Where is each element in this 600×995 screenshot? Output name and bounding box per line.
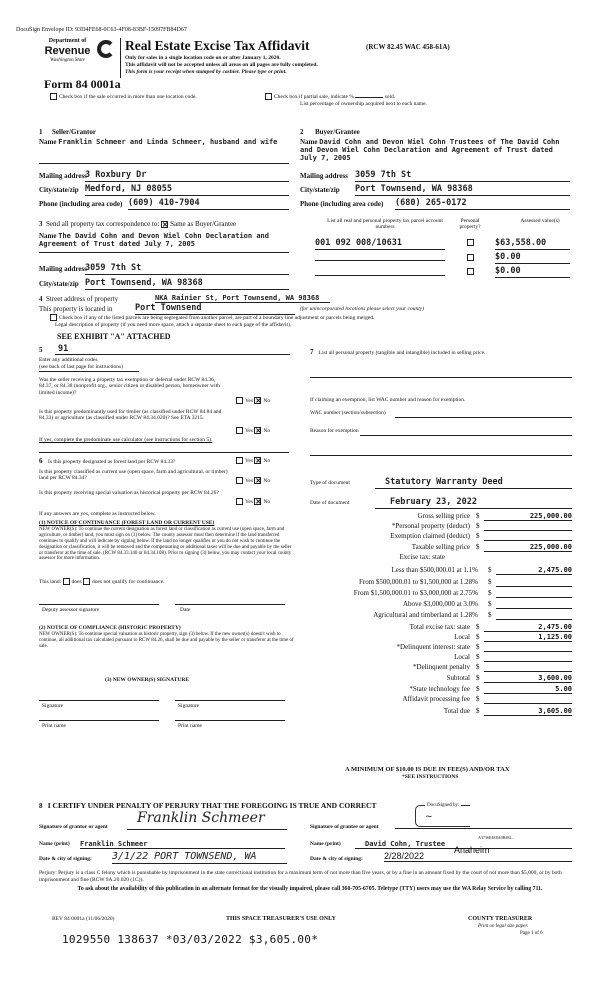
segregated-label: Check box if any of the listed parcels are being segregated from another parcel, are part of a boundary line adjustment or parcels being merged. xyxy=(59,314,375,321)
seller-city-state-zip[interactable]: Medford, NJ 08055 xyxy=(85,185,289,196)
calc-label-5: Less than $500,000.01 at 1.1% xyxy=(391,566,478,574)
form-number: Form 84 0001a xyxy=(44,77,121,91)
calc-dollar-5: $ xyxy=(488,566,492,574)
s7-num: 7 xyxy=(310,348,314,356)
partial-sale-sold: sold. xyxy=(384,93,396,100)
dept-logo xyxy=(40,38,95,63)
deputy-signature-label: Deputy assessor signature xyxy=(42,607,100,613)
treasurer-stamp: 1029550 138637 *03/03/2022 $3,605.00* xyxy=(62,933,319,946)
exemption-instruction: If claiming an exemption, list WAC number and reason for exemption. xyxy=(310,397,466,403)
s1-name-label: Name xyxy=(39,138,57,146)
calc-label-2: Exemption claimed (deduct) xyxy=(390,532,470,540)
calc-label-1: *Personal property (deduct) xyxy=(391,522,470,530)
calc-label-8: Above $3,000,000 at 3.0% xyxy=(402,600,478,608)
does-not-label: does not qualify for continuance. xyxy=(92,578,165,585)
calc-value-18[interactable]: 3,605.00 xyxy=(538,707,572,715)
calc-dollar-6: $ xyxy=(488,578,492,586)
new-owner-sig-label-2: Signature xyxy=(178,703,200,709)
grantee-date: 2/28/2022 xyxy=(384,851,425,861)
buyer-phone[interactable]: (680) 265-0172 xyxy=(395,199,570,210)
property-location[interactable]: Port Townsend xyxy=(135,304,295,315)
legal-description-label: Legal description of property (if you need more space, attach a separate sheet to each page of the affidavit). xyxy=(55,322,292,328)
calc-value-10[interactable]: 2,475.00 xyxy=(538,623,572,631)
s5-num: 5 xyxy=(39,346,43,354)
calc-dollar-7: $ xyxy=(488,589,492,597)
grantor-name[interactable]: Franklin Schmeer xyxy=(80,840,285,849)
personal-property-label: List all personal property (tangible and intangible) included in selling price. xyxy=(318,350,486,356)
availability-notice: To ask about the availability of this publication in an alternate format for the visually impaired, please call 360-705-6705. Teletype (TTY) users may use the WA Relay Service by calling 711. xyxy=(77,886,543,892)
calc-dollar-2: $ xyxy=(476,532,480,540)
personal-property-checkbox-3[interactable] xyxy=(467,268,474,275)
calc-label-7: From $1,500,000.01 to $3,000,000 at 2.75% xyxy=(353,589,478,597)
doc-type[interactable]: Statutory Warranty Deed xyxy=(375,478,572,489)
additional-codes-label: Enter any additional codes xyxy=(39,357,98,363)
calc-dollar-9: $ xyxy=(488,611,492,619)
calc-label-6: From $500,000.01 to $1,500,000 at 1.28% xyxy=(359,578,478,586)
calc-dollar-12: $ xyxy=(476,643,480,651)
calc-dollar-13: $ xyxy=(476,653,480,661)
reason-label: Reason for exemption xyxy=(310,428,359,434)
multi-location-checkbox[interactable] xyxy=(50,93,57,100)
this-land-label: This land: xyxy=(39,578,62,585)
calc-label-18: Total due xyxy=(443,707,470,715)
new-owner-print-label-2: Print name xyxy=(178,723,202,729)
doc-type-label: Type of document xyxy=(310,480,350,486)
buyer-name[interactable]: David Cohn and Devon Wiel Cohn Trustees of The David Cohn and Devon Wiel Cohn Declaration and Agreement of Trust dated July 7, 2005 xyxy=(300,138,560,163)
yes-label: Yes xyxy=(245,427,254,434)
partial-sale-checkbox[interactable] xyxy=(265,93,272,100)
minimum-due-note: A MINIMUM OF $10.00 IS DUE IN FEE(S) AND/OR TAX xyxy=(345,766,510,773)
notice-compliance-header: (2) NOTICE OF COMPLIANCE (HISTORIC PROPERTY) xyxy=(39,625,181,631)
property-street-address[interactable]: NKA Rainier St, Port Townsend, WA 98368 xyxy=(155,294,330,303)
calc-dollar-18: $ xyxy=(476,707,480,715)
s2-name-label: Name xyxy=(300,138,318,146)
s2-header: Buyer/Grantee xyxy=(315,128,360,136)
s1-phone-label: Phone (including area code) xyxy=(39,200,123,208)
grantee-city: Anaheim xyxy=(454,845,490,855)
q-forest-no[interactable]: ✕ xyxy=(255,457,262,465)
parcel-header: List all real and personal property tax parcel account numbers xyxy=(327,218,443,231)
q-predominate: If yes, complete the predominate use calculator (see instructions for section 5). xyxy=(39,437,213,443)
assessed-value-1[interactable]: $63,558.00 xyxy=(495,239,570,250)
doc-date[interactable]: February 23, 2022 xyxy=(375,498,572,509)
seller-phone[interactable]: (609) 410-7904 xyxy=(128,199,289,210)
s2-city-label: City/state/zip xyxy=(300,186,340,194)
q-current-use-no[interactable]: ✕ xyxy=(255,477,262,485)
q-forest-yes[interactable] xyxy=(236,457,243,464)
s3-name-label: Name xyxy=(39,232,57,240)
new-owner-print-label-1: Print name xyxy=(42,723,66,729)
partial-sale-label: Check box if partial sale, indicate % xyxy=(274,93,354,100)
s2-mail-label: Mailing address xyxy=(300,172,348,180)
grantee-date-label: Date & city of signing: xyxy=(310,856,363,862)
s1-mail-label: Mailing address xyxy=(39,172,87,180)
use-code[interactable]: 91 xyxy=(58,344,69,354)
calc-label-3: Taxable selling price xyxy=(411,543,470,551)
notice-continuance-header: (1) NOTICE OF CONTINUANCE (FOREST LAND OR CURRENT USE) xyxy=(39,520,215,526)
ownership-note: List percentage of ownership acquired next to each name. xyxy=(300,101,427,107)
dept-line1: Department of xyxy=(48,38,87,44)
calc-dollar-14: $ xyxy=(476,663,480,671)
q-current-use: Is this property classified as current use (open space, farm and agricultural, or timber) land per RCW 84.34? xyxy=(39,469,228,482)
buyer-city-state-zip[interactable]: Port Townsend, WA 98368 xyxy=(355,185,570,196)
grantor-signature[interactable]: Franklin Schmeer xyxy=(127,810,287,830)
q-forest: Is this property designated as forest land per RCW 84.33? xyxy=(48,459,176,465)
calc-value-15[interactable]: 3,600.00 xyxy=(538,674,572,682)
s4-num: 4 xyxy=(39,295,43,303)
personal-property-header: Personal property? xyxy=(459,218,481,231)
see-back-label: (see back of last page for instructions) xyxy=(39,364,123,370)
new-owner-sig-label-1: Signature xyxy=(42,703,64,709)
s6-num: 6 xyxy=(39,457,43,465)
grantor-date-city[interactable]: 3/1/22 PORT TOWNSEND, WA xyxy=(112,851,287,864)
new-owner-signature-header: (3) NEW OWNER(S) SIGNATURE xyxy=(105,677,189,683)
does-label: does xyxy=(71,578,82,585)
note-3: This form is your receipt when stamped by cashier. Please type or print. xyxy=(125,69,287,75)
calc-dollar-8: $ xyxy=(488,600,492,608)
calc-label-13: Local xyxy=(454,653,470,661)
envelope-id: DocuSign Envelope ID: 93D4FE68-0C63-4F08-83BF-15097FB84D67 xyxy=(16,27,187,33)
grantor-sig-label: Signature of grantor or agent xyxy=(39,824,108,830)
calc-label-0: Gross selling price xyxy=(417,512,470,520)
notice-continuance-text: NEW OWNER(S): To continue the current designation as forest land or classification as current use (open space, farm and agriculture, or timber) land, you must sign on (3) below. The county assessor must then determine if the land transferred continues to qualify and will indicate by signing below. If the land no longer qualifies or you do not wish to continue the designation or classification, it will be removed and the compensating or additional taxes will be due and payable by the seller or transferor at the time of sale. (RCW 84.33.140 or 84.34.108). Prior to signing (3) below, you may contact your local county assessor for more information. xyxy=(39,527,292,562)
calc-value-16[interactable]: 5.00 xyxy=(555,685,572,693)
calc-label-15: Subtotal xyxy=(446,674,470,682)
parcel-number-1[interactable]: 001 092 008/10631 xyxy=(315,239,445,250)
q-current-use-yes[interactable] xyxy=(236,477,243,484)
s1-header: Seller/Grantor xyxy=(52,128,96,136)
grantee-sig-label: Signature of grantee or agent xyxy=(310,824,379,830)
legal-description[interactable]: SEE EXHIBIT "A" ATTACHED xyxy=(57,332,171,341)
grantee-date-city[interactable] xyxy=(384,845,572,862)
calc-value-3[interactable]: 225,000.00 xyxy=(529,543,572,551)
note-2: This affidavit will not be accepted unless all areas on all pages are fully completed. xyxy=(125,62,318,68)
s4-loc-label: This property is located in xyxy=(39,305,113,313)
q-historic-no[interactable]: ✕ xyxy=(255,498,262,506)
s1-city-label: City/state/zip xyxy=(39,186,79,194)
q-historic-yes[interactable] xyxy=(236,498,243,505)
see-instructions: *SEE INSTRUCTIONS xyxy=(402,774,459,780)
notice-compliance-text: NEW OWNER(S): To continue special valuation as historic property, sign (3) below. If the new owner(s) doesn't wish to continue, all additional tax calculated pursuant to RCW 84.26, shall be due and payable by the seller or transferor at the time of sale. xyxy=(39,632,294,649)
q-timber: Is this property predominantly used for timber (as classified under RCW 84.84 and 84.33) or agriculture (as classified under RCW 84.34.020)? See ETA 3215. xyxy=(39,409,222,422)
segregated-checkbox[interactable] xyxy=(50,314,57,321)
grantee-name[interactable]: David Cohn, Trustee xyxy=(355,840,572,849)
assessed-value-3[interactable]: $0.00 xyxy=(495,267,570,278)
same-as-buyer-label: Same as Buyer/Grantee xyxy=(170,220,237,228)
s4-label: Street address of property xyxy=(46,295,119,303)
calc-dollar-15: $ xyxy=(476,674,480,682)
grantor-name-label: Name (print) xyxy=(39,841,70,847)
no-label: No xyxy=(263,397,271,404)
grantor-date-label: Date & city of signing: xyxy=(39,856,92,862)
q-timber-no[interactable]: ✕ xyxy=(255,427,262,435)
grantee-name-label: Name (print) xyxy=(310,841,341,847)
calc-label-17: Affidavit processing fee xyxy=(402,695,470,703)
calc-dollar-17: $ xyxy=(476,695,480,703)
correspondence-city[interactable]: Port Townsend, WA 98368 xyxy=(85,279,289,290)
docusign-label: DocuSigned by: xyxy=(427,803,460,808)
grantee-signature[interactable] xyxy=(395,803,572,829)
wac-number-label: WAC number (section/subsection) xyxy=(310,410,386,416)
certification-text: I CERTIFY UNDER PENALTY OF PERJURY THAT THE FOREGOING IS TRUE AND CORRECT xyxy=(47,801,377,810)
calc-label-9: Agricultural and timberland at 1.28% xyxy=(373,611,478,619)
does-checkbox[interactable] xyxy=(63,578,70,585)
personal-property-checkbox-2[interactable] xyxy=(467,254,474,261)
calc-label-16: *State technology fee xyxy=(409,685,470,693)
calc-value-5[interactable]: 2,475.00 xyxy=(538,566,572,574)
calc-value-11[interactable]: 1,125.00 xyxy=(538,633,572,641)
q-answers-yes: If any answers are yes, complete as instructed below. xyxy=(39,511,156,517)
s2-num: 2 xyxy=(300,128,304,136)
yes-label: Yes xyxy=(245,397,254,404)
form-title-ref: (RCW 82.45 WAC 458-61A) xyxy=(366,43,450,51)
yes-label: Yes xyxy=(245,498,254,505)
calc-label-12: *Delinquent interest: state xyxy=(396,643,470,651)
calc-label-14: *Delinquent penalty xyxy=(413,663,470,671)
correspondence-mailing[interactable]: 3059 7th St xyxy=(85,264,289,275)
s3-city-label: City/state/zip xyxy=(39,280,79,288)
same-as-buyer-checkbox[interactable]: ✕ xyxy=(162,220,168,229)
docusign-id: A3736E4E8A0B482... xyxy=(478,835,515,840)
buyer-mailing-address[interactable]: 3059 7th St xyxy=(355,171,570,182)
legal-paper-note: Print on legal size paper. xyxy=(478,924,529,929)
s8-num: 8 xyxy=(39,802,43,810)
does-not-checkbox[interactable] xyxy=(83,578,90,585)
s3-mail-label: Mailing address xyxy=(39,265,87,273)
personal-property-checkbox-1[interactable] xyxy=(467,239,474,246)
calc-label-10: Total excise tax: state xyxy=(409,623,470,631)
q-timber-yes[interactable] xyxy=(236,427,243,434)
deputy-date-label: Date xyxy=(180,607,191,613)
calc-dollar-3: $ xyxy=(476,543,480,551)
wa-logo-icon xyxy=(97,40,115,58)
calc-dollar-10: $ xyxy=(476,623,480,631)
correspondence-name[interactable]: The David Cohn and Devon Wiel Cohn Declaration and Agreement of Trust dated July 7, 2005 xyxy=(39,232,269,249)
s3-text: Send all property tax correspondence to: xyxy=(46,220,160,228)
multi-location-label: Check box if the sale occurred in more than one location code. xyxy=(59,93,197,100)
no-label: No xyxy=(263,477,271,484)
dept-line2: Revenue xyxy=(44,44,91,57)
calc-dollar-1: $ xyxy=(476,522,480,530)
docusign-scribble: ~ xyxy=(425,812,433,822)
calc-label-11: Local xyxy=(454,633,470,641)
seller-name[interactable]: Franklin Schmeer and Linda Schmeer, husband and wife xyxy=(58,138,278,146)
no-label: No xyxy=(263,427,271,434)
county-treasurer-label: COUNTY TREASURER xyxy=(468,916,533,922)
calc-value-0[interactable]: 225,000.00 xyxy=(529,512,572,520)
treasurer-space-label: THIS SPACE TREASURER'S USE ONLY xyxy=(226,916,336,922)
calc-label-4: Excise tax: state xyxy=(399,553,445,561)
q-exemption-no[interactable]: ✕ xyxy=(255,397,262,405)
assessed-value-2[interactable]: $0.00 xyxy=(495,253,570,264)
yes-label: Yes xyxy=(245,457,254,464)
calc-dollar-0: $ xyxy=(476,512,480,520)
calc-dollar-11: $ xyxy=(476,633,480,641)
seller-mailing-address[interactable]: 3 Roxbury Dr xyxy=(85,171,289,182)
s2-phone-label: Phone (including area code) xyxy=(300,200,384,208)
perjury-notice: Perjury: Perjury is a class C felony which is punishable by imprisonment in the state correctional institution for a maximum term of not more than five years, or by a fine in an amount fixed by the court of not more than $5,000, or by both imprisonment and fine (RCW 9A.20.020 (1C)). xyxy=(39,870,562,883)
yes-label: Yes xyxy=(245,477,254,484)
q-exemption: Was the seller receiving a property tax exemption or deferral under RCW 84.36, 84.37, or 84.38 (nonprofit org., senior citizen or disabled person, homeowner with limited income)? xyxy=(39,377,220,396)
no-label: No xyxy=(263,498,271,505)
q-historic: Is this property receiving special valuation as historical property per RCW 84.26? xyxy=(39,490,219,496)
revision-number: REV 84 0001a (11/06/2020) xyxy=(52,916,115,922)
form-title: Real Estate Excise Tax Affidavit xyxy=(125,38,310,53)
no-label: No xyxy=(263,457,271,464)
note-1: Only for sales in a single location code on or after January 1, 2020. xyxy=(125,55,281,61)
page-number: Page 1 of 6 xyxy=(520,931,543,936)
s1-num: 1 xyxy=(39,128,43,136)
s3-num: 3 xyxy=(39,220,43,228)
assessed-value-header: Assessed value(s) xyxy=(520,218,560,224)
uninc-note: (for unincorporated locations please select your county) xyxy=(300,306,425,312)
q-exemption-yes[interactable] xyxy=(236,397,243,404)
dept-line3: Washington State xyxy=(50,57,85,63)
calc-dollar-16: $ xyxy=(476,685,480,693)
doc-date-label: Date of document xyxy=(310,500,350,506)
